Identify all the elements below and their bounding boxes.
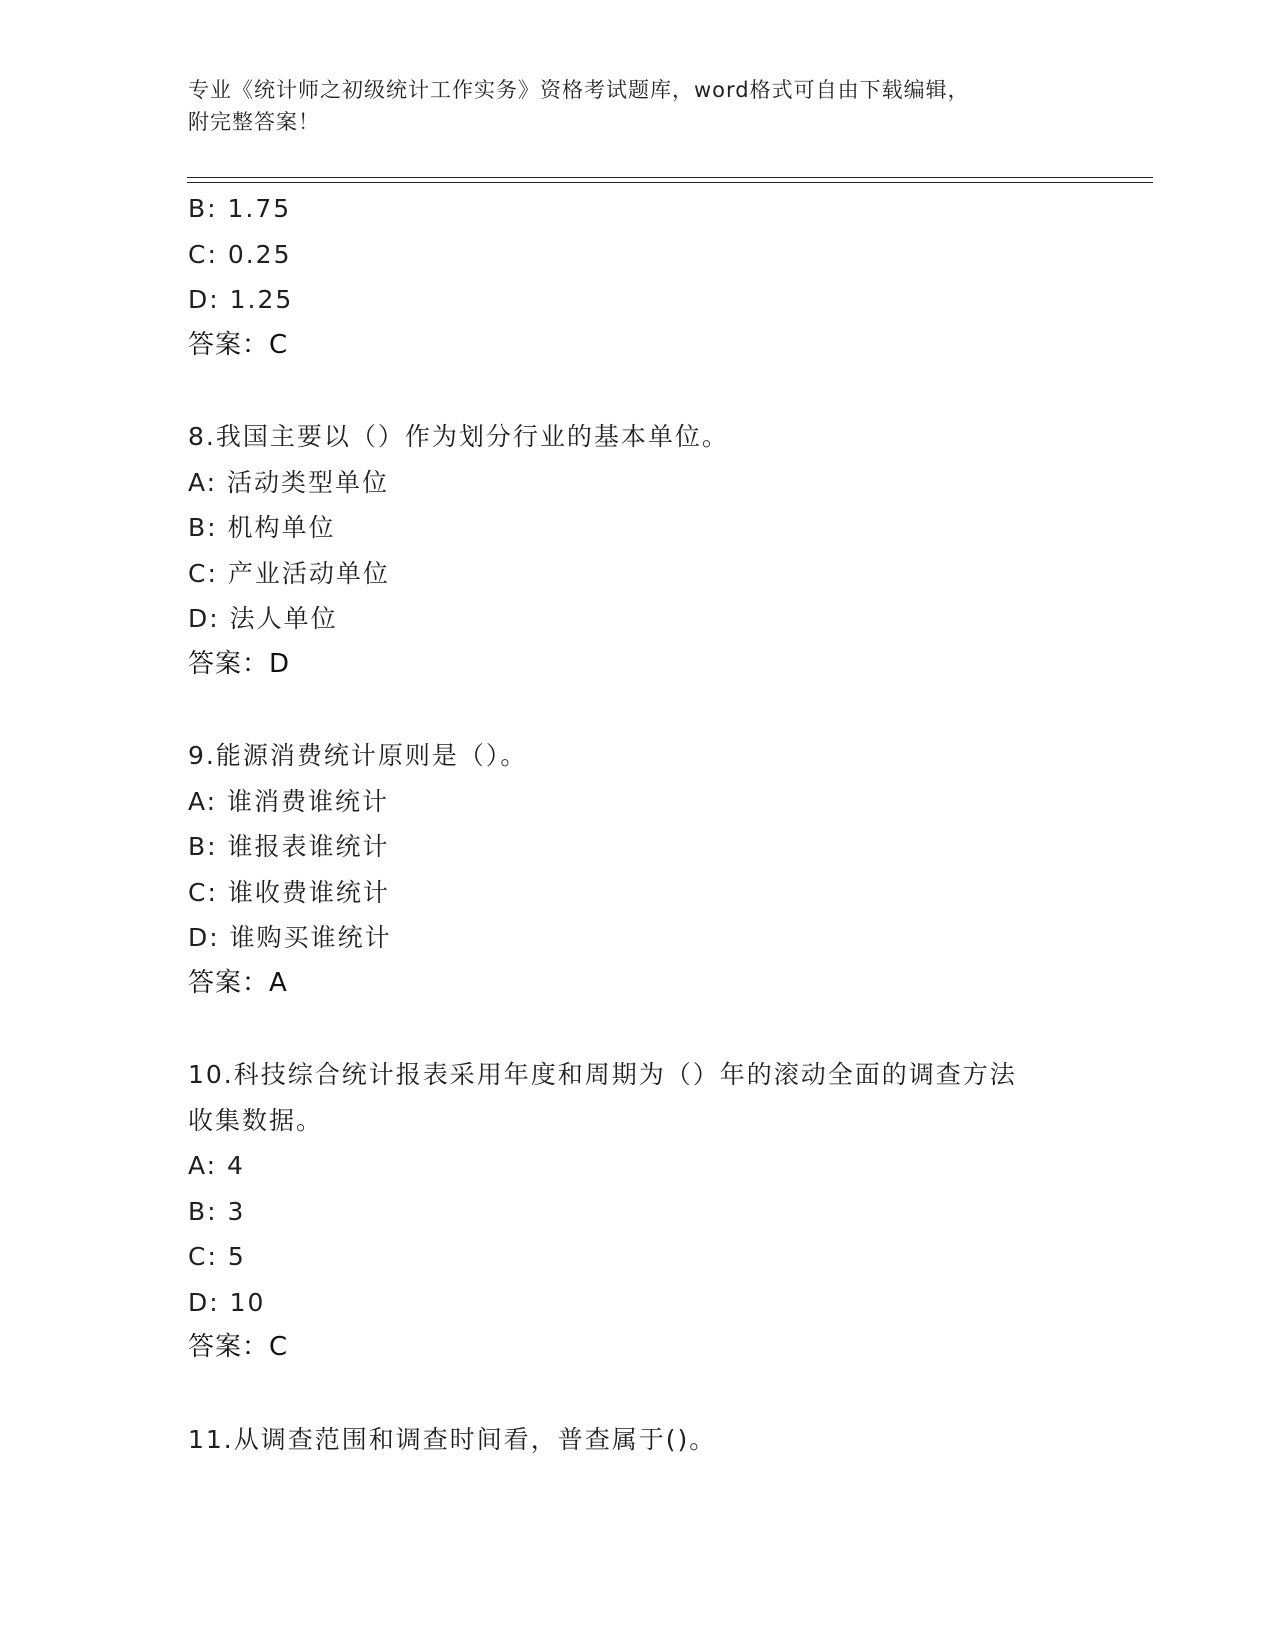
- option-c: C: 谁收费谁统计: [188, 877, 390, 907]
- document-header: [188, 74, 1088, 138]
- question-stem-line-2: 收集数据。: [188, 1105, 324, 1135]
- option-a: A: 谁消费谁统计: [188, 786, 390, 816]
- answer: 答案：D: [188, 648, 291, 679]
- option-d: D: 10: [188, 1287, 266, 1317]
- option-b: B: 谁报表谁统计: [188, 832, 390, 861]
- question-9: [188, 733, 1088, 1006]
- question-stem: 9.能源消费统计原则是（）。: [188, 741, 528, 770]
- option-d: D: 法人单位: [188, 604, 338, 633]
- question-stem-line-1: 10.科技综合统计报表采用年度和周期为（）年的滚动全面的调查方法: [188, 1060, 1017, 1089]
- option-d: D: 1.25: [188, 285, 294, 314]
- header-line-1: 专业《统计师之初级统计工作实务》资格考试题库，word格式可自由下载编辑，: [188, 78, 970, 102]
- option-d: D: 谁购买谁统计: [188, 923, 392, 952]
- answer: 答案：C: [188, 1332, 289, 1362]
- option-b: B: 1.75: [188, 194, 292, 223]
- question-stem: 11.从调查范围和调查时间看，普查属于()。: [188, 1424, 717, 1454]
- question-10: [188, 1052, 1088, 1371]
- option-b: B: 机构单位: [188, 513, 336, 542]
- question-list: [188, 186, 1088, 1462]
- option-c: C: 5: [188, 1242, 246, 1271]
- option-c: C: 产业活动单位: [188, 558, 390, 588]
- header-line-2: 附完整答案！: [188, 110, 320, 134]
- question-stem: 8.我国主要以（）作为划分行业的基本单位。: [188, 422, 729, 451]
- question-8: [188, 414, 1088, 687]
- header-divider: [187, 177, 1153, 183]
- answer: 答案：C: [188, 329, 289, 360]
- answer: 答案：A: [188, 967, 288, 998]
- question-11: [188, 1417, 1088, 1463]
- option-a: A: 4: [188, 1151, 245, 1180]
- option-c: C: 0.25: [188, 239, 292, 269]
- option-b: B: 3: [188, 1196, 246, 1226]
- option-a: A: 活动类型单位: [188, 467, 390, 497]
- question-7-tail: [188, 186, 1088, 368]
